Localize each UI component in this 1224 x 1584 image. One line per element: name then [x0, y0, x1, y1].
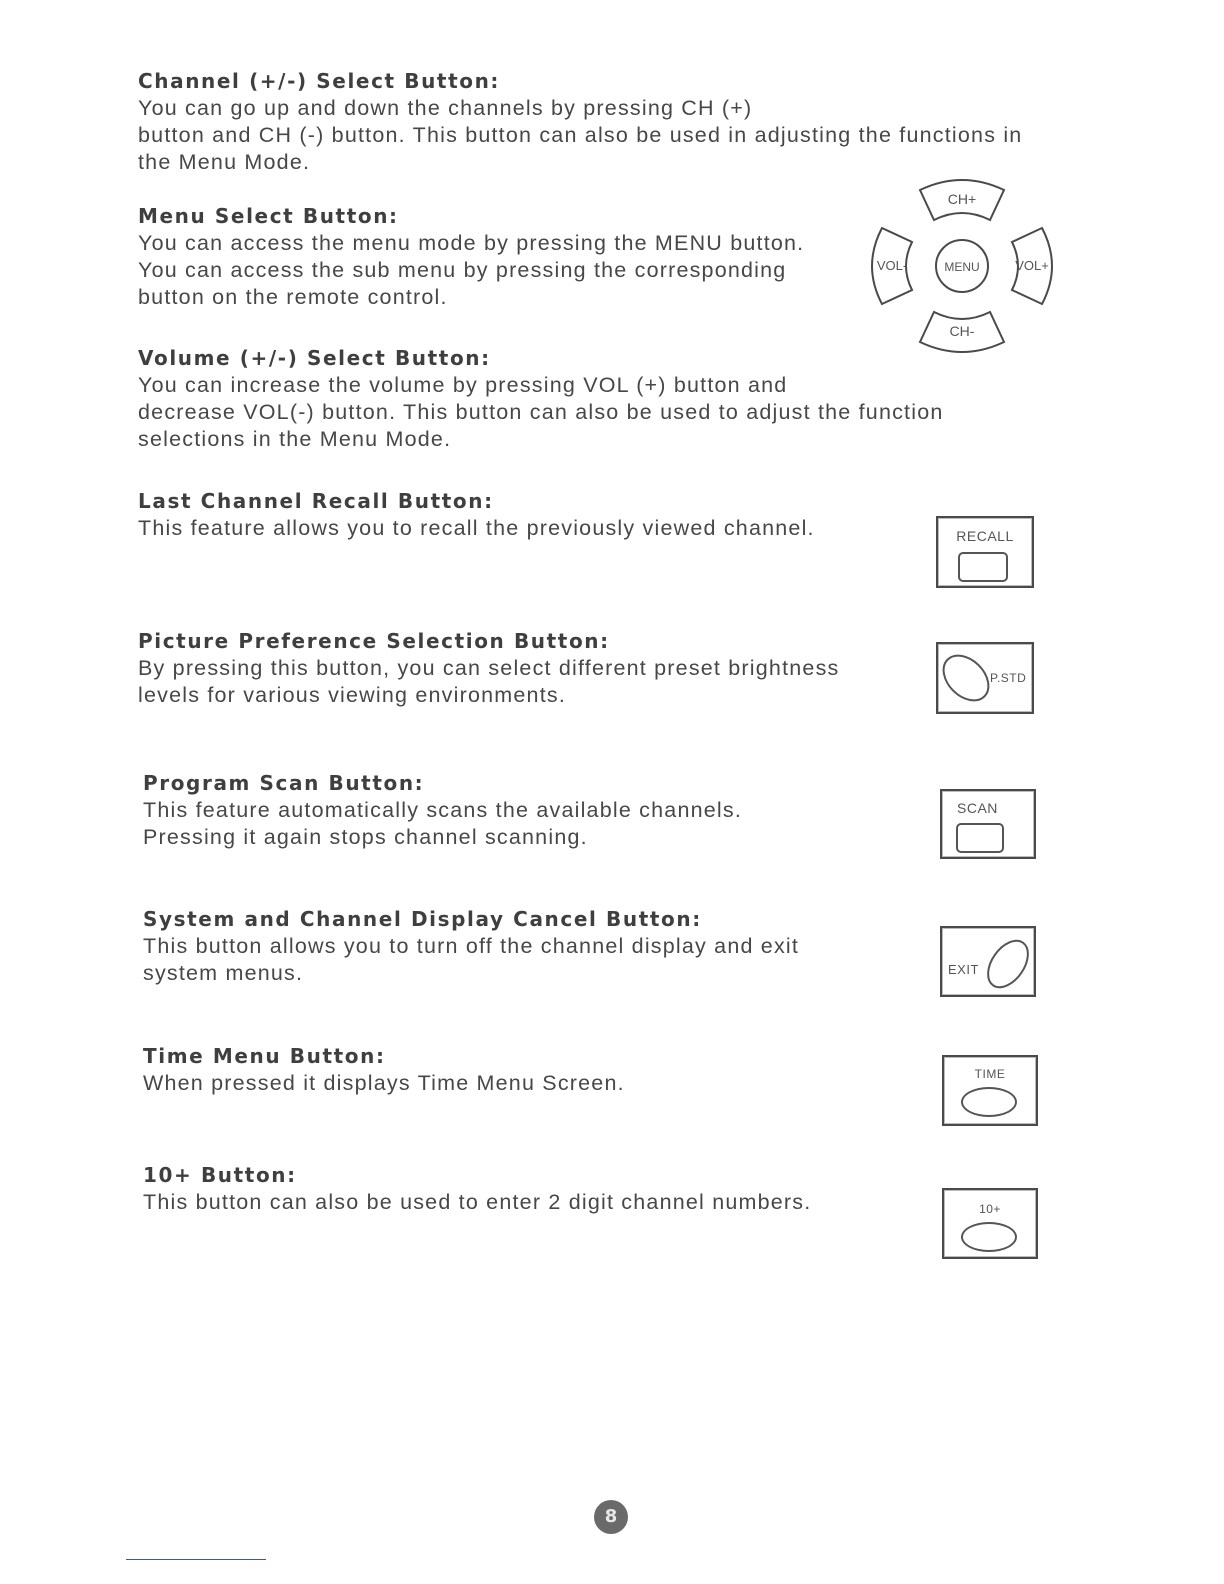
- ten-plus-button-icon: [942, 1188, 1038, 1259]
- section-text-line: You can access the sub menu by pressing the corresponding: [138, 258, 787, 282]
- dpad-vol-plus-label: VOL+: [1015, 258, 1049, 273]
- section-heading: Program Scan Button:: [143, 771, 425, 795]
- section-text-line: This button can also be used to enter 2 digit channel numbers.: [143, 1190, 812, 1214]
- dpad-menu-label: MENU: [944, 260, 980, 274]
- scan-label: SCAN: [957, 800, 998, 816]
- exit-button-icon: [940, 926, 1036, 997]
- scan-key-shape: [956, 823, 1004, 853]
- section-heading: Time Menu Button:: [143, 1044, 386, 1068]
- section-text-line: levels for various viewing environments.: [138, 683, 566, 707]
- ten-plus-key-shape: [961, 1222, 1017, 1252]
- section-text-line: By pressing this button, you can select different preset brightness: [138, 656, 840, 680]
- section-heading: Volume (+/-) Select Button:: [138, 346, 491, 370]
- section-text-line: button on the remote control.: [138, 285, 448, 309]
- exit-key-shape: [982, 928, 1036, 996]
- section-text-line: This button allows you to turn off the channel display and exit: [143, 934, 800, 958]
- recall-button-icon: [936, 516, 1034, 588]
- exit-label: EXIT: [948, 962, 979, 977]
- section-text-line: This feature automatically scans the available channels.: [143, 798, 743, 822]
- section-heading: Menu Select Button:: [138, 204, 399, 228]
- time-key-shape: [961, 1087, 1017, 1117]
- recall-label: RECALL: [956, 528, 1014, 544]
- section-heading: 10+ Button:: [143, 1163, 297, 1187]
- footer-divider: [126, 1559, 266, 1560]
- section-heading: Last Channel Recall Button:: [138, 489, 494, 513]
- dpad-vol-minus-label: VOL-: [876, 258, 908, 273]
- section-text-line: You can increase the volume by pressing VOL (+) button and: [138, 373, 788, 397]
- section-text-line: button and CH (-) button. This button can also be used in adjusting the functions in: [138, 123, 1023, 147]
- section-text-line: Pressing it again stops channel scanning.: [143, 825, 588, 849]
- pstd-label: P.STD: [990, 671, 1027, 685]
- section-text-line: You can go up and down the channels by pressing CH (+): [138, 96, 753, 120]
- section-text-line: You can access the menu mode by pressing the MENU button.: [138, 231, 805, 255]
- section-text-line: the Menu Mode.: [138, 150, 311, 174]
- section-heading: Channel (+/-) Select Button:: [138, 69, 501, 93]
- dpad-ch-plus-label: CH+: [947, 191, 977, 207]
- scan-button-icon: [940, 789, 1036, 859]
- section-heading: Picture Preference Selection Button:: [138, 629, 610, 653]
- section-text-line: When pressed it displays Time Menu Screen.: [143, 1071, 625, 1095]
- time-button-icon: [942, 1055, 1038, 1126]
- dpad-icon: [862, 170, 1062, 362]
- time-label: TIME: [974, 1067, 1006, 1081]
- section-text-line: selections in the Menu Mode.: [138, 427, 452, 451]
- page-number: 8: [594, 1500, 628, 1534]
- dpad-ch-minus-label: CH-: [949, 323, 975, 339]
- section-text-line: system menus.: [143, 961, 304, 985]
- ten-plus-label: 10+: [979, 1202, 1001, 1216]
- section-channel-select: [138, 68, 1098, 176]
- section-heading: System and Channel Display Cancel Button:: [143, 907, 702, 931]
- recall-key-shape: [958, 552, 1008, 582]
- pstd-button-icon: [936, 642, 1034, 714]
- pstd-key-shape: [938, 644, 998, 712]
- section-text-line: This feature allows you to recall the previously viewed channel.: [138, 516, 815, 540]
- section-text-line: decrease VOL(-) button. This button can also be used to adjust the function: [138, 400, 944, 424]
